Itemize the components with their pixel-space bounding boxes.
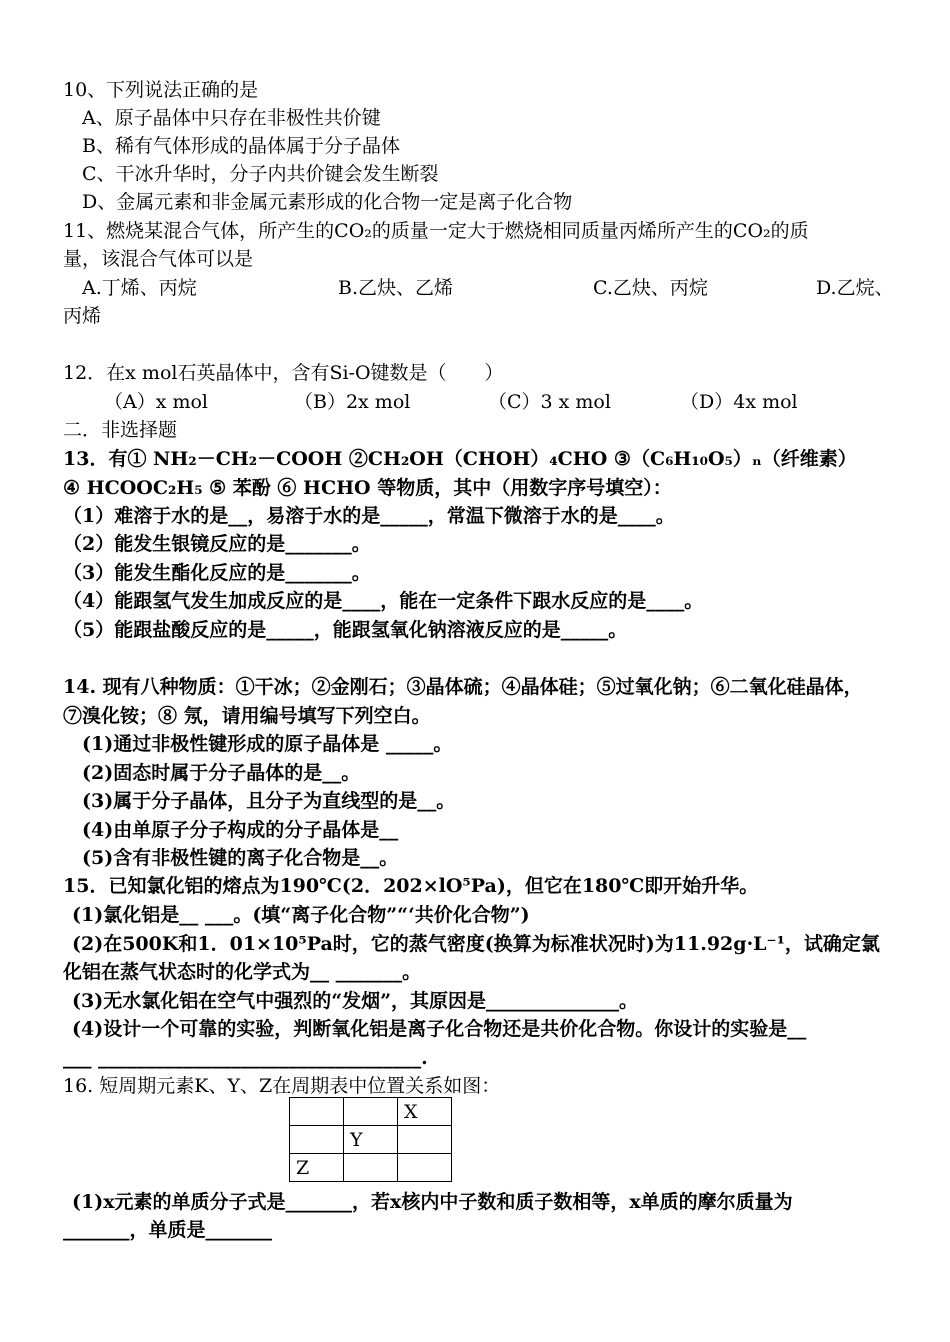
q12-stem: 12．在x mol石英晶体中，含有Si-O键数是（ ） — [63, 362, 504, 384]
q11-stem-1: 11、燃烧某混合气体，所产生的CO₂的质量一定大于燃烧相同质量丙烯所产生的CO₂的质 — [63, 220, 809, 242]
q10-option-b: B、稀有气体形成的晶体属于分子晶体 — [82, 135, 400, 157]
q14-part-4: (4)由单原子分子构成的分子晶体是__ — [82, 819, 399, 841]
q14-part-5: (5)含有非极性键的离子化合物是__。 — [82, 847, 399, 869]
q14-part-3: (3)属于分子晶体，且分子为直线型的是__。 — [82, 790, 456, 812]
q15-part-3: (3)无水氯化铝在空气中强烈的“发烟”，其原因是______________。 — [72, 990, 639, 1012]
q15-part-4-cont: ___ __________________________________. — [63, 1047, 428, 1069]
q15-stem: 15．已知氯化铝的熔点为190℃(2．202×lO⁵Pa)，但它在180℃即开始升华。 — [63, 875, 759, 897]
q16-stem: 16. 短周期元素K、Y、Z在周期表中位置关系如图： — [63, 1075, 501, 1097]
table-cell — [344, 1154, 398, 1182]
q14-stem-2: ⑦溴化铵；⑧ 氖，请用编号填写下列空白。 — [63, 705, 431, 727]
periodic-table-fragment — [289, 1097, 452, 1182]
table-cell: Z — [290, 1154, 344, 1182]
q10-stem: 10、下列说法正确的是 — [63, 79, 259, 101]
q13-part-5: （5）能跟盐酸反应的是_____，能跟氢氧化钠溶液反应的是_____。 — [63, 619, 628, 641]
q14-stem-1: 14. 现有八种物质：①干冰；②金刚石；③晶体硫；④晶体硅；⑤过氧化钠；⑥二氧化硅晶体， — [63, 676, 863, 698]
q10-option-a: A、原子晶体中只存在非极性共价键 — [82, 107, 381, 129]
table-cell — [290, 1126, 344, 1154]
q16-part-1: (1)x元素的单质分子式是_______，若x核内中子数和质子数相等，x单质的摩尔质量为 — [72, 1191, 793, 1213]
table-row — [290, 1154, 452, 1182]
table-cell — [290, 1098, 344, 1126]
table-row — [290, 1126, 452, 1154]
q13-part-4: （4）能跟氢气发生加成反应的是____，能在一定条件下跟水反应的是____。 — [63, 590, 704, 612]
q14-part-1: (1)通过非极性键形成的原子晶体是 _____。 — [82, 733, 453, 755]
q11-option-d: D.乙烷、 — [816, 277, 894, 299]
table-cell — [344, 1098, 398, 1126]
q12-option-a: （A）x mol — [104, 391, 209, 413]
q14-part-2: (2)固态时属于分子晶体的是__。 — [82, 762, 361, 784]
q12-option-c: （C）3 x mol — [488, 391, 611, 413]
q15-part-2: (2)在500K和1．01×10⁵Pa时，它的蒸气密度(换算为标准状况时)为11.92g·L⁻¹，试确定氯 — [72, 933, 880, 955]
q12-option-d: （D）4x mol — [680, 391, 798, 413]
q15-part-1: (1)氯化铝是__ ___。(填“离子化合物”“‘共价化合物”) — [72, 904, 530, 926]
q13-part-2: （2）能发生银镜反应的是_______。 — [63, 533, 371, 555]
q11-stem-2: 量，该混合气体可以是 — [63, 248, 254, 270]
q12-option-b: （B）2x mol — [294, 391, 411, 413]
q10-option-c: C、干冰升华时，分子内共价键会发生断裂 — [82, 163, 439, 185]
q10-option-d: D、金属元素和非金属元素形成的化合物一定是离子化合物 — [82, 191, 573, 213]
q11-option-b: B.乙炔、乙烯 — [338, 277, 454, 299]
q11-option-c: C.乙炔、丙烷 — [593, 277, 708, 299]
q15-part-2-cont: 化铝在蒸气状态时的化学式为__ _______。 — [63, 961, 422, 983]
section-heading: 二．非选择题 — [63, 419, 178, 441]
q15-part-4: (4)设计一个可靠的实验，判断氧化铝是离子化合物还是共价化合物。你设计的实验是__ — [72, 1018, 807, 1040]
q13-part-3: （3）能发生酯化反应的是_______。 — [63, 562, 371, 584]
q13-stem-1: 13．有① NH₂－CH₂－COOH ②CH₂OH（CHOH）₄CHO ③（C₆H₁₀O₅）ₙ（纤维素） — [63, 448, 857, 470]
q16-part-1-cont: _______，单质是_______ — [63, 1219, 273, 1241]
q13-stem-2: ④ HCOOC₂H₅ ⑤ 苯酚 ⑥ HCHO 等物质，其中（用数字序号填空）： — [63, 477, 672, 499]
table-cell: X — [398, 1098, 452, 1126]
q11-option-a: A.丁烯、丙烷 — [82, 277, 197, 299]
table-cell — [398, 1126, 452, 1154]
table-cell: Y — [344, 1126, 398, 1154]
table-row — [290, 1098, 452, 1126]
q13-part-1: （1）难溶于水的是__，易溶于水的是_____，常温下微溶于水的是____。 — [63, 505, 675, 527]
table-cell — [398, 1154, 452, 1182]
q11-option-d-cont: 丙烯 — [63, 305, 102, 327]
